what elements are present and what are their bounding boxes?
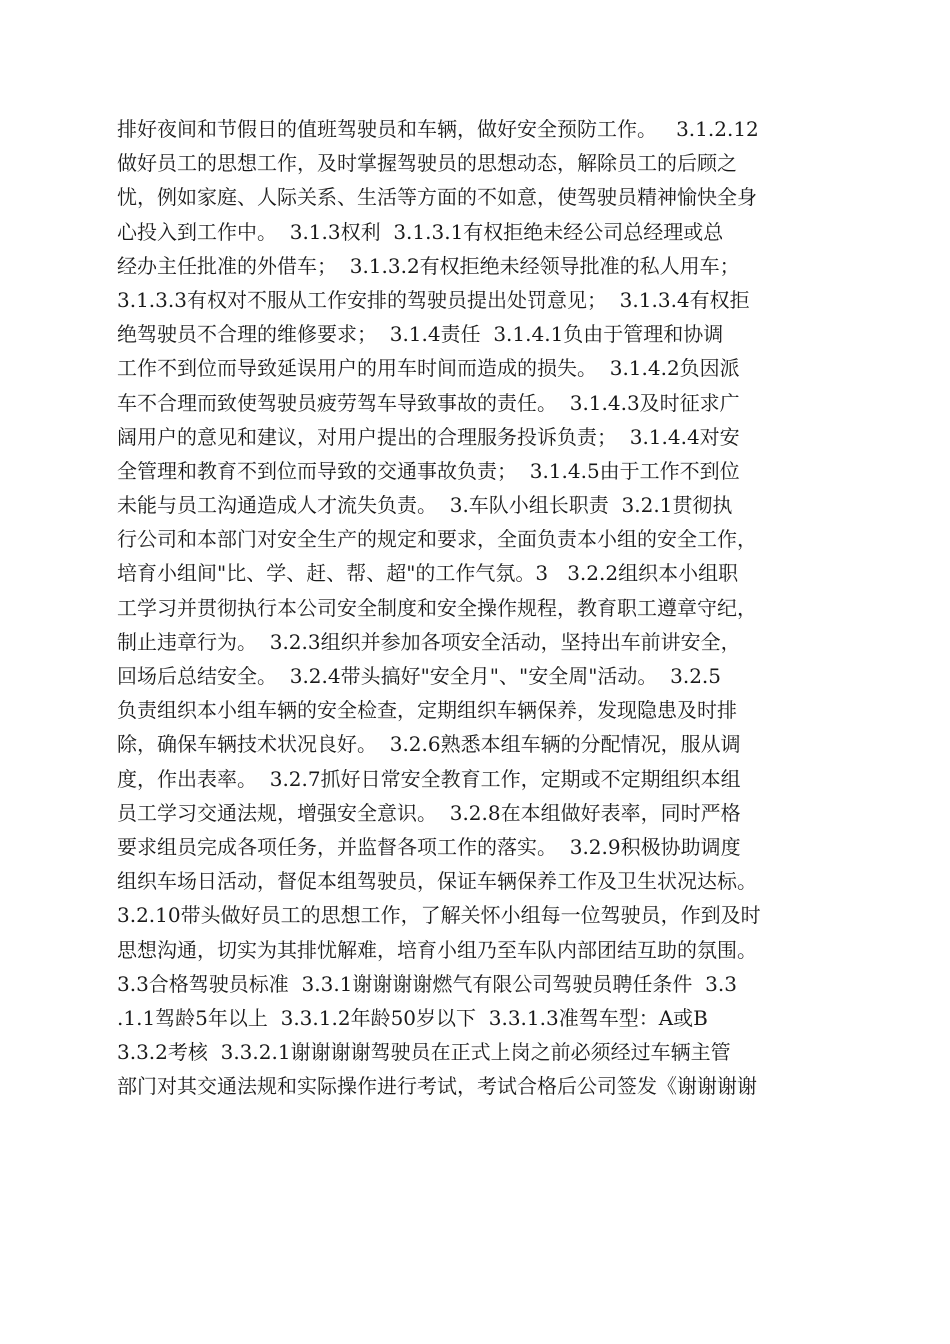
text-line: 要求组员完成各项任务，并监督各项工作的落实。 3.2.9积极协助调度 xyxy=(117,834,741,859)
text-line: 做好员工的思想工作，及时掌握驾驶员的思想动态，解除员工的后顾之 xyxy=(117,151,737,176)
text-line: 3.2.10带头做好员工的思想工作，了解关怀小组每一位驾驶员，作到及时 xyxy=(117,903,761,928)
text-line: 负责组织本小组车辆的安全检查，定期组织车辆保养，发现隐患及时排 xyxy=(117,698,737,723)
text-line: 排好夜间和节假日的值班驾驶员和车辆，做好安全预防工作。 3.1.2.12 xyxy=(117,117,759,141)
text-line: 未能与员工沟通造成人才流失负责。 3.车队小组长职责 3.2.1贯彻执 xyxy=(117,493,733,518)
text-line: 心投入到工作中。 3.1.3权利 3.1.3.1有权拒绝未经公司总经理或总 xyxy=(117,219,724,244)
text-line: 部门对其交通法规和实际操作进行考试，考试合格后公司签发《谢谢谢谢 xyxy=(117,1074,757,1099)
text-line: 除，确保车辆技术状况良好。 3.2.6熟悉本组车辆的分配情况，服从调 xyxy=(117,732,741,757)
text-line: 经办主任批准的外借车； 3.1.3.2有权拒绝未经领导批准的私人用车； xyxy=(117,253,740,278)
text-line: 培育小组间"比、学、赶、帮、超"的工作气氛。3 3.2.2组织本小组职 xyxy=(117,561,739,586)
text-line: 工作不到位而导致延误用户的用车时间而造成的损失。 3.1.4.2负因派 xyxy=(117,356,740,381)
text-line: .1.1驾龄5年以上 3.3.1.2年龄50岁以下 3.3.1.3准驾车型：A或B xyxy=(117,1005,708,1030)
text-line: 阔用户的意见和建议，对用户提出的合理服务投诉负责； 3.1.4.4对安 xyxy=(117,424,740,449)
text-line: 度，作出表率。 3.2.7抓好日常安全教育工作，定期或不定期组织本组 xyxy=(117,766,741,791)
text-line: 员工学习交通法规，增强安全意识。 3.2.8在本组做好表率，同时严格 xyxy=(117,800,741,825)
body-text xyxy=(117,112,837,1103)
text-line: 行公司和本部门对安全生产的规定和要求，全面负责本小组的安全工作， xyxy=(117,527,757,552)
text-line: 绝驾驶员不合理的维修要求； 3.1.4责任 3.1.4.1负由于管理和协调 xyxy=(117,322,724,347)
text-line: 全管理和教育不到位而导致的交通事故负责； 3.1.4.5由于工作不到位 xyxy=(117,458,740,483)
text-line: 3.1.3.3有权对不服从工作安排的驾驶员提出处罚意见； 3.1.3.4有权拒 xyxy=(117,287,750,312)
text-line: 3.3.2考核 3.3.2.1谢谢谢谢驾驶员在正式上岗之前必须经过车辆主管 xyxy=(117,1040,731,1065)
text-line: 3.3合格驾驶员标准 3.3.1谢谢谢谢燃气有限公司驾驶员聘任条件 3.3 xyxy=(117,971,737,996)
text-line: 制止违章行为。 3.2.3组织并参加各项安全活动，坚持出车前讲安全， xyxy=(117,629,741,654)
text-line: 忧，例如家庭、人际关系、生活等方面的不如意，使驾驶员精神愉快全身 xyxy=(117,185,757,210)
text-line: 回场后总结安全。 3.2.4带头搞好"安全月"、"安全周"活动。 3.2.5 xyxy=(117,664,722,688)
text-line: 车不合理而致使驾驶员疲劳驾车导致事故的责任。 3.1.4.3及时征求广 xyxy=(117,390,740,415)
text-line: 组织车场日活动，督促本组驾驶员，保证车辆保养工作及卫生状况达标。 xyxy=(117,869,757,894)
text-line: 思想沟通，切实为其排忧解难，培育小组乃至车队内部团结互助的氛围。 xyxy=(117,937,757,962)
text-line: 工学习并贯彻执行本公司安全制度和安全操作规程，教育职工遵章守纪， xyxy=(117,595,757,620)
